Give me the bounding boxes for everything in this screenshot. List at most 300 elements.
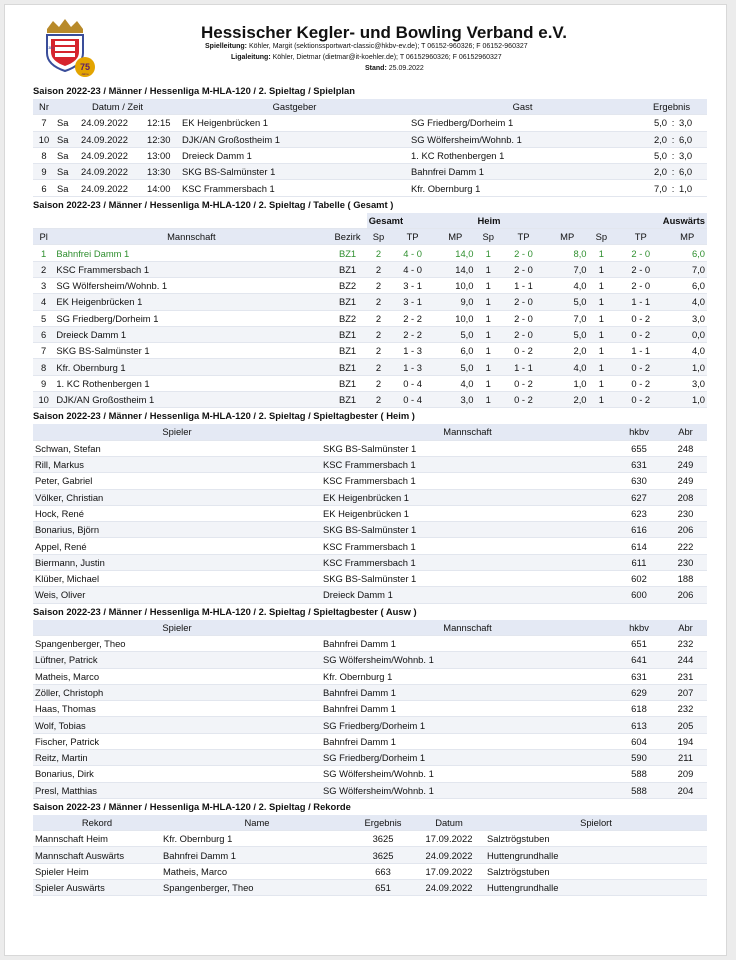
table-cell: 231	[664, 668, 707, 684]
col-header: TP	[614, 229, 667, 245]
table-cell: 1	[476, 359, 502, 375]
table-cell: 6,0	[667, 277, 707, 293]
table-cell: 641	[614, 652, 664, 668]
table-cell: 206	[664, 522, 707, 538]
table-cell: 613	[614, 717, 664, 733]
table-cell: 2	[367, 245, 390, 261]
col-header: Datum	[413, 815, 485, 831]
ausw-row	[33, 782, 707, 798]
spielplan-row	[33, 147, 707, 163]
table-cell: 2 - 0	[614, 277, 667, 293]
tabelle-row	[33, 261, 707, 277]
table-cell: 4	[33, 294, 54, 310]
tabelle-group-row	[33, 213, 707, 229]
rekorde-header-row	[33, 815, 707, 831]
table-cell: 1	[589, 245, 615, 261]
table-cell: 616	[614, 522, 664, 538]
table-cell: 3625	[353, 847, 413, 863]
ligaleitung-line: Ligaleitung: Köhler, Dietmar (dietmar@it-koehler.de); T 06152960326; F 06152960327	[231, 54, 502, 61]
table-cell: 194	[664, 733, 707, 749]
tabelle-row	[33, 392, 707, 408]
table-cell: 2	[367, 310, 390, 326]
group-gesamt: Gesamt	[367, 213, 476, 229]
table-cell: 244	[664, 652, 707, 668]
table-cell: 2,0	[546, 343, 589, 359]
table-cell: BZ1	[328, 343, 366, 359]
table-cell: Sa	[55, 164, 79, 180]
table-cell: 0 - 2	[614, 359, 667, 375]
table-cell: 14,0	[435, 261, 476, 277]
tabelle-header-row	[33, 229, 707, 245]
table-cell: Dreieck Damm 1	[54, 326, 328, 342]
tabelle-table	[33, 213, 707, 409]
table-cell: 249	[664, 473, 707, 489]
spielplan-row	[33, 131, 707, 147]
table-cell: 232	[664, 635, 707, 651]
table-cell: Bahnfrei Damm 1	[54, 245, 328, 261]
table-cell: Presl, Matthias	[33, 782, 321, 798]
svg-text:KBV: KBV	[46, 45, 55, 50]
col-header: Pl	[33, 229, 54, 245]
table-cell: 3,0	[677, 147, 707, 163]
table-cell: 2 - 0	[501, 261, 546, 277]
table-cell: 249	[664, 456, 707, 472]
table-cell: 4,0	[435, 375, 476, 391]
table-cell: 3625	[353, 831, 413, 847]
table-cell: 1	[476, 261, 502, 277]
table-cell: 24.09.2022	[413, 847, 485, 863]
svg-text:Jahre: Jahre	[81, 72, 89, 76]
table-cell: 1	[476, 375, 502, 391]
table-cell: 17.09.2022	[413, 831, 485, 847]
table-cell: Mannschaft Heim	[33, 831, 161, 847]
tabelle-row	[33, 326, 707, 342]
table-cell: 208	[664, 489, 707, 505]
col-header: Ergebnis	[636, 99, 707, 115]
table-cell: Bahnfrei Damm 1	[161, 847, 353, 863]
table-cell: 2	[367, 294, 390, 310]
table-cell: 0 - 2	[614, 326, 667, 342]
table-cell: 3	[33, 277, 54, 293]
table-cell: 2 - 0	[501, 245, 546, 261]
rekorde-row	[33, 847, 707, 863]
table-cell: KSC Frammersbach 1	[54, 261, 328, 277]
col-header: Gast	[409, 99, 636, 115]
table-cell: 1	[589, 294, 615, 310]
table-cell: SG Friedberg/Dorheim 1	[54, 310, 328, 326]
table-cell: 7,0	[667, 261, 707, 277]
heim-table	[33, 424, 707, 603]
table-cell: 8,0	[546, 245, 589, 261]
table-cell: 24.09.2022	[79, 131, 145, 147]
col-header: Name	[161, 815, 353, 831]
table-cell: 24.09.2022	[79, 147, 145, 163]
table-cell: Kfr. Obernburg 1	[54, 359, 328, 375]
table-cell: Salztrögstuben	[485, 831, 707, 847]
document-page	[4, 4, 727, 956]
table-cell: KSC Frammersbach 1	[180, 180, 409, 196]
table-cell: 2,0	[636, 164, 669, 180]
table-cell: 2	[367, 261, 390, 277]
tabelle-row	[33, 359, 707, 375]
table-cell: KSC Frammersbach 1	[321, 456, 614, 472]
table-cell: SG Wölfersheim/Wohnb. 1	[409, 131, 636, 147]
table-cell: Bahnfrei Damm 1	[321, 733, 614, 749]
table-cell: 2 - 0	[614, 245, 667, 261]
score-separator: :	[669, 115, 677, 131]
table-cell: 629	[614, 684, 664, 700]
table-cell: Zöller, Christoph	[33, 684, 321, 700]
table-cell: 13:30	[145, 164, 180, 180]
table-cell: BZ1	[328, 294, 366, 310]
table-cell: 4,0	[546, 359, 589, 375]
col-header: TP	[501, 229, 546, 245]
col-header: Nr	[33, 99, 55, 115]
table-cell: 14:00	[145, 180, 180, 196]
section-title-ausw: Saison 2022-23 / Männer / Hessenliga M-HLA-120 / 2. Spieltag / Spieltagbester ( Ausw )	[33, 605, 417, 617]
table-cell: 0 - 2	[614, 375, 667, 391]
table-cell: Haas, Thomas	[33, 701, 321, 717]
col-header: Rekord	[33, 815, 161, 831]
table-cell: SG Friedberg/Dorheim 1	[409, 115, 636, 131]
table-cell: 10	[33, 392, 54, 408]
col-header: Sp	[476, 229, 502, 245]
table-cell: 6,0	[435, 343, 476, 359]
table-cell: 0 - 2	[501, 343, 546, 359]
table-cell: 5,0	[435, 359, 476, 375]
table-cell: 10	[33, 131, 55, 147]
table-cell: 602	[614, 571, 664, 587]
table-cell: 6,0	[667, 245, 707, 261]
table-cell: 1	[589, 310, 615, 326]
table-cell: 611	[614, 554, 664, 570]
table-cell: 1	[589, 261, 615, 277]
table-cell: 7,0	[546, 261, 589, 277]
table-cell: SKG BS-Salmünster 1	[321, 522, 614, 538]
table-cell: 663	[353, 863, 413, 879]
tabelle-row	[33, 343, 707, 359]
table-cell: KSC Frammersbach 1	[321, 538, 614, 554]
tabelle-row	[33, 245, 707, 261]
table-cell: BZ1	[328, 245, 366, 261]
table-cell: 3 - 1	[390, 294, 435, 310]
table-cell: Bonarius, Björn	[33, 522, 321, 538]
table-cell: 10,0	[435, 277, 476, 293]
table-cell: BZ1	[328, 261, 366, 277]
table-cell: Dreieck Damm 1	[321, 587, 614, 603]
table-cell: 7,0	[546, 310, 589, 326]
table-cell: 3,0	[435, 392, 476, 408]
table-cell: 205	[664, 717, 707, 733]
table-cell: 2	[367, 326, 390, 342]
table-cell: BZ1	[328, 392, 366, 408]
table-cell: 588	[614, 766, 664, 782]
heim-row	[33, 587, 707, 603]
table-cell: 1	[589, 343, 615, 359]
group-auswaerts: Auswärts	[589, 213, 707, 229]
table-cell: SG Wölfersheim/Wohnb. 1	[54, 277, 328, 293]
table-cell: 1 - 1	[614, 343, 667, 359]
table-cell: 1	[476, 277, 502, 293]
score-separator: :	[669, 164, 677, 180]
rekorde-row	[33, 863, 707, 879]
table-cell: 4,0	[667, 343, 707, 359]
ausw-row	[33, 684, 707, 700]
table-cell: Völker, Christian	[33, 489, 321, 505]
table-cell: 6	[33, 326, 54, 342]
table-cell: Rill, Markus	[33, 456, 321, 472]
table-cell: 230	[664, 554, 707, 570]
col-header: Sp	[589, 229, 615, 245]
table-cell: Huttengrundhalle	[485, 880, 707, 896]
table-cell: 3 - 1	[390, 277, 435, 293]
table-cell: 3,0	[667, 375, 707, 391]
table-cell: 8	[33, 359, 54, 375]
col-header: Spieler	[33, 620, 321, 636]
table-cell: 1. KC Rothenbergen 1	[409, 147, 636, 163]
heim-row	[33, 456, 707, 472]
tabelle-row	[33, 375, 707, 391]
table-cell: 5,0	[435, 326, 476, 342]
table-cell: 4 - 0	[390, 245, 435, 261]
table-cell: SKG BS-Salmünster 1	[321, 571, 614, 587]
table-cell: Bahnfrei Damm 1	[321, 701, 614, 717]
table-cell: 3,0	[667, 310, 707, 326]
table-cell: 1 - 1	[501, 359, 546, 375]
heim-row	[33, 554, 707, 570]
table-cell: 1,0	[667, 359, 707, 375]
table-cell: 6,0	[677, 131, 707, 147]
table-cell: 2,0	[546, 392, 589, 408]
table-cell: 6	[33, 180, 55, 196]
svg-text:75: 75	[79, 62, 91, 72]
table-cell: BZ2	[328, 310, 366, 326]
table-cell: 2 - 2	[390, 310, 435, 326]
table-cell: 1. KC Rothenbergen 1	[54, 375, 328, 391]
table-cell: 24.09.2022	[79, 164, 145, 180]
table-cell: Bahnfrei Damm 1	[321, 635, 614, 651]
ausw-table	[33, 620, 707, 799]
ausw-row	[33, 766, 707, 782]
table-cell: 1	[589, 326, 615, 342]
table-cell: Spieler Auswärts	[33, 880, 161, 896]
table-cell: 2,0	[636, 131, 669, 147]
table-cell: Kfr. Obernburg 1	[161, 831, 353, 847]
table-cell: 651	[353, 880, 413, 896]
table-cell: 0 - 4	[390, 392, 435, 408]
section-title-rekorde: Saison 2022-23 / Männer / Hessenliga M-HLA-120 / 2. Spieltag / Rekorde	[33, 800, 351, 812]
table-cell: 2 - 0	[614, 261, 667, 277]
table-cell: 222	[664, 538, 707, 554]
table-cell: 230	[664, 505, 707, 521]
table-cell: Mannschaft Auswärts	[33, 847, 161, 863]
table-cell: 1,0	[546, 375, 589, 391]
table-cell: 24.09.2022	[79, 115, 145, 131]
table-cell: 9,0	[435, 294, 476, 310]
tabelle-row	[33, 277, 707, 293]
table-cell: 1 - 1	[614, 294, 667, 310]
table-cell: 2	[367, 343, 390, 359]
table-cell: 600	[614, 587, 664, 603]
col-header: MP	[435, 229, 476, 245]
table-cell: Lüftner, Patrick	[33, 652, 321, 668]
table-cell: EK Heigenbrücken 1	[321, 505, 614, 521]
table-cell: BZ2	[328, 277, 366, 293]
col-header: hkbv	[614, 620, 664, 636]
spielplan-row	[33, 180, 707, 196]
table-cell: Weis, Oliver	[33, 587, 321, 603]
table-cell: 204	[664, 782, 707, 798]
table-cell: 17.09.2022	[413, 863, 485, 879]
table-cell: 12:30	[145, 131, 180, 147]
table-cell: KSC Frammersbach 1	[321, 554, 614, 570]
table-cell: 2	[367, 392, 390, 408]
table-cell: 14,0	[435, 245, 476, 261]
table-cell: Sa	[55, 115, 79, 131]
table-cell: 2	[367, 359, 390, 375]
table-cell: SG Friedberg/Dorheim 1	[321, 749, 614, 765]
table-cell: Peter, Gabriel	[33, 473, 321, 489]
col-header: TP	[390, 229, 435, 245]
table-cell: SKG BS-Salmünster 1	[180, 164, 409, 180]
rekorde-row	[33, 831, 707, 847]
rekorde-table	[33, 815, 707, 896]
table-cell: 1	[476, 310, 502, 326]
table-cell: 1 - 1	[501, 277, 546, 293]
table-cell: 2 - 0	[501, 310, 546, 326]
table-cell: 2 - 0	[501, 326, 546, 342]
table-cell: SKG BS-Salmünster 1	[321, 440, 614, 456]
table-cell: 232	[664, 701, 707, 717]
table-cell: 7	[33, 115, 55, 131]
heim-row	[33, 489, 707, 505]
table-cell: 631	[614, 668, 664, 684]
ausw-header-row	[33, 620, 707, 636]
table-cell: SG Wölfersheim/Wohnb. 1	[321, 766, 614, 782]
score-separator: :	[669, 180, 677, 196]
col-header: MP	[667, 229, 707, 245]
table-cell: 1	[589, 359, 615, 375]
table-cell: Reitz, Martin	[33, 749, 321, 765]
ausw-row	[33, 668, 707, 684]
rekorde-row	[33, 880, 707, 896]
ausw-row	[33, 652, 707, 668]
table-cell: 0 - 4	[390, 375, 435, 391]
table-cell: KSC Frammersbach 1	[321, 473, 614, 489]
table-cell: SG Wölfersheim/Wohnb. 1	[321, 782, 614, 798]
col-header: Abr	[664, 424, 707, 440]
table-cell: BZ1	[328, 359, 366, 375]
col-header: Abr	[664, 620, 707, 636]
table-cell: 2 - 0	[501, 294, 546, 310]
table-cell: EK Heigenbrücken 1	[321, 489, 614, 505]
table-cell: 211	[664, 749, 707, 765]
col-header: hkbv	[614, 424, 664, 440]
table-cell: 0 - 2	[614, 392, 667, 408]
table-cell: 1	[589, 392, 615, 408]
table-cell: Sa	[55, 180, 79, 196]
table-cell: Spangenberger, Theo	[33, 635, 321, 651]
spielleitung-line: Spielleitung: Köhler, Margit (sektionssportwart-classic@hkbv-ev.de); T 06152-960326; F 06152-960327	[205, 43, 528, 50]
table-cell: 604	[614, 733, 664, 749]
table-cell: Huttengrundhalle	[485, 847, 707, 863]
table-cell: 1	[589, 375, 615, 391]
table-cell: 1	[476, 326, 502, 342]
section-title-spielplan: Saison 2022-23 / Männer / Hessenliga M-HLA-120 / 2. Spieltag / Spielplan	[33, 85, 355, 96]
table-cell: Schwan, Stefan	[33, 440, 321, 456]
section-title-heim: Saison 2022-23 / Männer / Hessenliga M-HLA-120 / 2. Spieltag / Spieltagbester ( Heim )	[33, 410, 415, 422]
page-title: Hessischer Kegler- und Bowling Verband e.V.	[201, 23, 567, 42]
table-cell: Matheis, Marco	[161, 863, 353, 879]
spielplan-table	[33, 99, 707, 197]
ausw-row	[33, 733, 707, 749]
spielplan-header-row	[33, 99, 707, 115]
group-heim: Heim	[476, 213, 589, 229]
table-cell: Matheis, Marco	[33, 668, 321, 684]
table-cell: 1	[476, 343, 502, 359]
col-header: Sp	[367, 229, 390, 245]
table-cell: 9	[33, 164, 55, 180]
table-cell: 1	[476, 392, 502, 408]
table-cell: Bahnfrei Damm 1	[321, 684, 614, 700]
table-cell: 1,0	[677, 180, 707, 196]
table-cell: Bahnfrei Damm 1	[409, 164, 636, 180]
table-cell: SG Wölfersheim/Wohnb. 1	[321, 652, 614, 668]
table-cell: 24.09.2022	[79, 180, 145, 196]
section-title-tabelle: Saison 2022-23 / Männer / Hessenliga M-HLA-120 / 2. Spieltag / Tabelle ( Gesamt )	[33, 198, 394, 210]
table-cell: 1	[589, 277, 615, 293]
ausw-row	[33, 717, 707, 733]
table-cell: 4,0	[667, 294, 707, 310]
spielplan-row	[33, 115, 707, 131]
table-cell: BZ1	[328, 326, 366, 342]
table-cell: 5	[33, 310, 54, 326]
table-cell: 590	[614, 749, 664, 765]
table-cell: DJK/AN Großostheim 1	[54, 392, 328, 408]
table-cell: 7	[33, 343, 54, 359]
score-separator: :	[669, 147, 677, 163]
table-cell: 623	[614, 505, 664, 521]
table-cell: 0 - 2	[501, 375, 546, 391]
table-cell: Sa	[55, 147, 79, 163]
table-cell: Fischer, Patrick	[33, 733, 321, 749]
stand-line: Stand: 25.09.2022	[365, 65, 424, 72]
table-cell: EK Heigenbrücken 1	[180, 115, 409, 131]
table-cell: 13:00	[145, 147, 180, 163]
heim-row	[33, 440, 707, 456]
table-cell: 7,0	[636, 180, 669, 196]
table-cell: Bonarius, Dirk	[33, 766, 321, 782]
table-cell: 2	[33, 261, 54, 277]
col-header: Mannschaft	[54, 229, 328, 245]
table-cell: 2 - 2	[390, 326, 435, 342]
table-cell: Sa	[55, 131, 79, 147]
col-header: Datum / Zeit	[55, 99, 180, 115]
ausw-row	[33, 635, 707, 651]
table-cell: 5,0	[636, 115, 669, 131]
table-cell: EK Heigenbrücken 1	[54, 294, 328, 310]
ausw-row	[33, 701, 707, 717]
table-cell: 5,0	[636, 147, 669, 163]
table-cell: 1	[476, 245, 502, 261]
table-cell: Hock, René	[33, 505, 321, 521]
table-cell: 1	[33, 245, 54, 261]
table-cell: 188	[664, 571, 707, 587]
table-cell: 8	[33, 147, 55, 163]
table-cell: Biermann, Justin	[33, 554, 321, 570]
table-cell: SG Friedberg/Dorheim 1	[321, 717, 614, 733]
table-cell: 5,0	[546, 294, 589, 310]
